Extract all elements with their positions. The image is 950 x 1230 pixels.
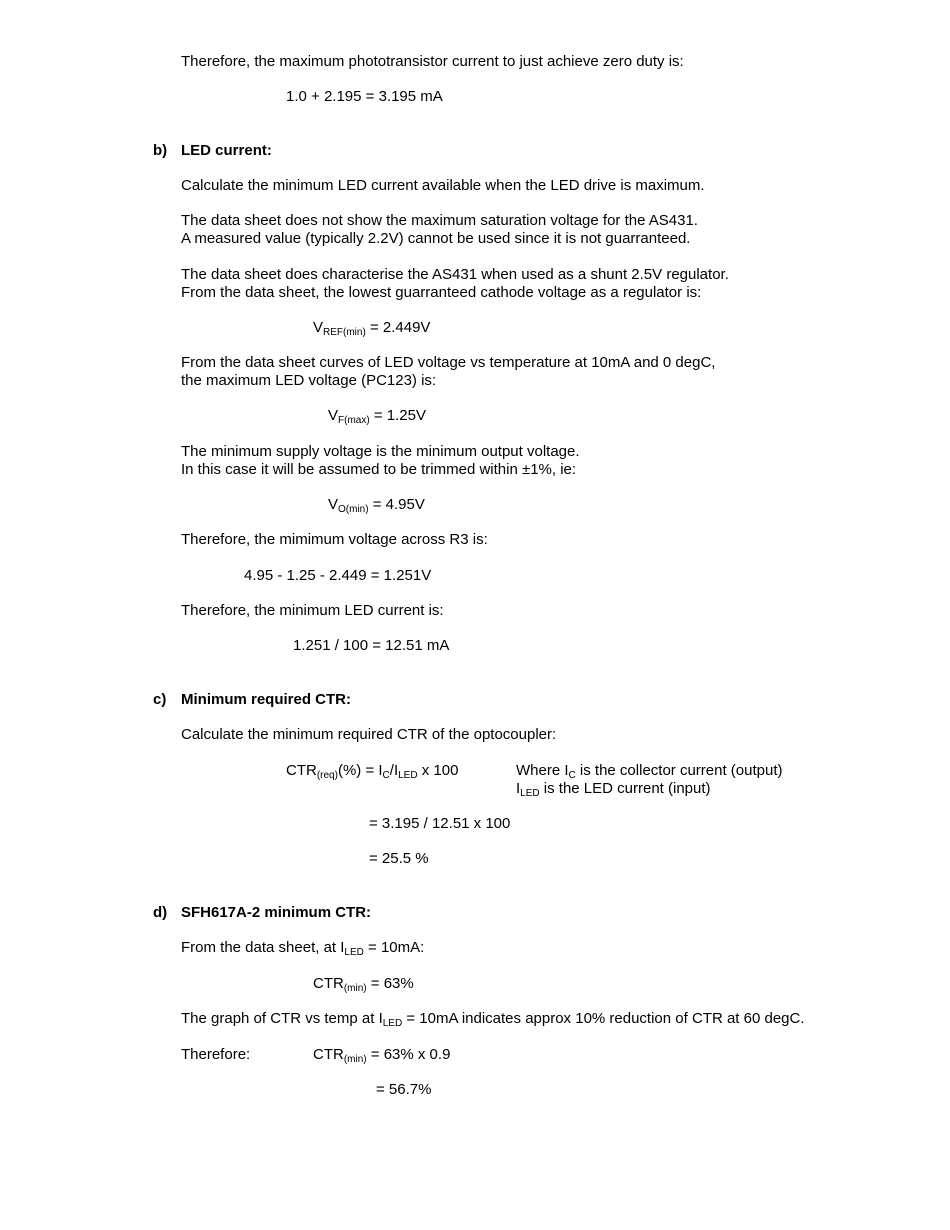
ctr-where-note: $I_{LED}$ is the LED current (input) — [516, 780, 711, 799]
section-b-paragraph: Therefore, the minimum LED current is: — [181, 602, 444, 619]
equation-vo: $V_{O(min)} = 4.95V$ — [328, 496, 425, 515]
ctr-where-note: Where $I_C$ is the collector current (output) — [516, 762, 783, 781]
section-b-paragraph: Therefore, the mimimum voltage across R3 is: — [181, 531, 488, 548]
section-b-paragraph: The minimum supply voltage is the minimum output voltage. — [181, 443, 580, 460]
equation-r3-voltage: 4.95 - 1.25 - 2.449 = 1.251V — [244, 567, 432, 584]
equation-ctr-result: = 25.5 % — [369, 850, 429, 867]
section-c-label: c) — [153, 691, 167, 708]
equation-ctr-calc: = 3.195 / 12.51 x 100 — [369, 815, 511, 832]
equation-vf: $V_{F(max)} = 1.25V$ — [328, 407, 426, 426]
section-b-label: b) — [153, 142, 168, 159]
section-b-paragraph: the maximum LED voltage (PC123) is: — [181, 372, 437, 389]
equation-phototransistor-current: 1.0 + 2.195 = 3.195 mA — [286, 88, 443, 105]
therefore-label: Therefore: — [181, 1046, 251, 1063]
intro-text: Therefore, the maximum phototransistor current to just achieve zero duty is: — [181, 53, 684, 70]
section-c-title: Minimum required CTR: — [181, 691, 352, 708]
equation-ctr-min: $CTR_{(min)} = 63\%$ — [313, 975, 414, 994]
equation-vref: $V_{REF(min)} = 2.449V$ — [313, 319, 431, 338]
equation-ctr-final: = 56.7% — [376, 1081, 432, 1098]
section-b-paragraph: In this case it will be assumed to be trimmed within ±1%, ie: — [181, 461, 577, 478]
section-d-paragraph: The graph of CTR vs temp at $I_{LED} = 10mA$ indicates approx 10% reduction of CTR at 60 degC. — [181, 1010, 805, 1029]
section-c-paragraph: Calculate the minimum required CTR of the optocoupler: — [181, 726, 557, 743]
section-b-paragraph: Calculate the minimum LED current available when the LED drive is maximum. — [181, 177, 705, 194]
section-b-paragraph: The data sheet does characterise the AS431 when used as a shunt 2.5V regulator. — [181, 266, 729, 283]
equation-ctr-min-derated: $CTR_{(min)} = 63\%$ x 0.9 — [313, 1046, 451, 1065]
equation-led-current: 1.251 / 100 = 12.51 mA — [293, 637, 450, 654]
section-b-title: LED current: — [181, 142, 272, 159]
section-d-title: SFH617A-2 minimum CTR: — [181, 904, 372, 921]
equation-ctr-req: $CTR_{(req)}(\%) = I_C/I_{LED}$ x 100 — [286, 762, 459, 781]
section-b-paragraph: A measured value (typically 2.2V) cannot be used since it is not guarranteed. — [181, 230, 691, 247]
section-b-paragraph: From the data sheet curves of LED voltage vs temperature at 10mA and 0 degC, — [181, 354, 716, 371]
section-d-paragraph: From the data sheet, at $I_{LED} = 10mA$: — [181, 939, 425, 958]
section-b-paragraph: The data sheet does not show the maximum saturation voltage for the AS431. — [181, 212, 698, 229]
section-b-paragraph: From the data sheet, the lowest guarranteed cathode voltage as a regulator is: — [181, 284, 702, 301]
section-d-label: d) — [153, 904, 168, 921]
